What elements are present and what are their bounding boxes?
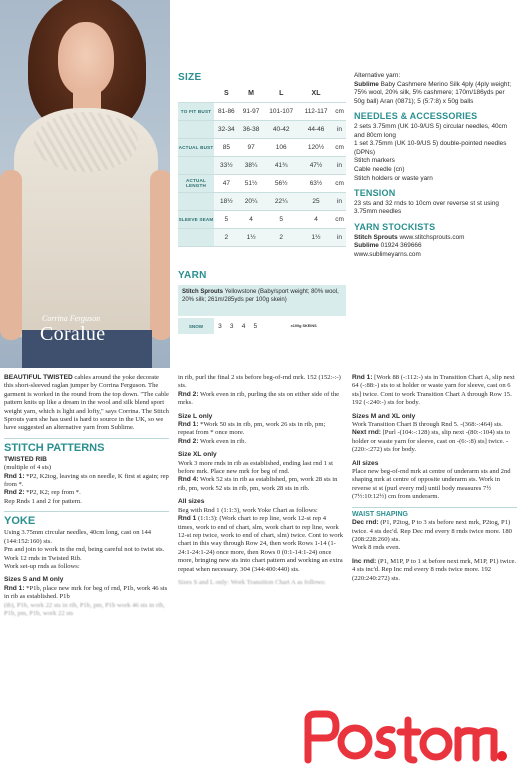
- cell: 18½: [214, 192, 239, 210]
- cell-unit: in: [333, 120, 346, 138]
- cell: 41¾: [263, 156, 299, 174]
- row-label: TO FIT BUST: [178, 102, 214, 120]
- cell: 2: [214, 228, 239, 246]
- cell: 91-97: [239, 102, 264, 120]
- alternative-yarn-label: Alternative yarn:: [354, 72, 401, 79]
- instruction: Rep Rnds 1 and 2 for pattern.: [4, 497, 82, 505]
- cell: 4: [241, 322, 246, 330]
- photo-cable-yoke: [34, 112, 138, 172]
- instruction: [4, 585, 169, 602]
- stockist-link[interactable]: www.sublimeyarns.com: [354, 250, 421, 258]
- size-col-unit: [333, 86, 346, 102]
- stockist: [354, 234, 517, 243]
- rnd-text: (1:1:3): (Work chart to rep line, work 12-st rep 4 times, work to end of chart, slm, work chart to rep line, work 12-st rep twice, work to end of chart, slm) twice. Cont to work chart in this way through Row 24, then work Rows 1-14 (1-24:1-24:1-24) once more, then Rows 0 (0:1-14:1-24) once more, bringing new sts into chart pattern and working an extra repeat when necessary. 304 (344:400:440) sts.: [178, 515, 343, 573]
- yarn-brand: Stitch Sprouts: [182, 289, 224, 295]
- cell: 85: [214, 138, 239, 156]
- rnd-label: Rnd 1: [178, 515, 197, 523]
- cell: 120½: [299, 138, 333, 156]
- rnd-text: Work 52 sts in rib as established, pm, work 28 sts in rib, pm, work 52 sts in rib, pm, work 28 sts in rib.: [178, 476, 338, 492]
- tension-heading: TENSION: [354, 188, 396, 199]
- rnd-text: [Purl -(104:-:128) sts, slip next -(80:-:104) sts to holder or waste yarn for sleeve, cast on -(6:-:8) sts] twice. -(220:-:272) sts for body.: [352, 429, 511, 454]
- cell: 38¼: [239, 156, 264, 174]
- pattern-column-2: [178, 374, 343, 587]
- cell: 112-117: [299, 102, 333, 120]
- instruction: [352, 558, 517, 583]
- photo-face: [58, 22, 114, 96]
- instruction: Work 12 rnds in Twisted Rib.: [4, 554, 82, 562]
- cell: 2: [263, 228, 299, 246]
- cell: 47: [214, 174, 239, 192]
- cell: 97: [239, 138, 264, 156]
- alternative-yarn: [354, 81, 517, 107]
- instruction: [352, 519, 517, 544]
- list-item: Stitch holders or waste yarn: [354, 174, 433, 182]
- model-photo: [0, 0, 170, 368]
- intro-text: cables around the yoke decorate this short-sleeved raglan jumper by Corrina Ferguson. The garment is worked in the round from the top down. "The cable pattern knits up like a dream in the wool and silk blend sport weight yarn, which is light and lofty," says Corrina. The Stitch Sprouts yarn she has used is hard to source in the UK, so we have suggested an alternative yarn from Sublime.: [4, 374, 169, 432]
- cell-unit: in: [333, 156, 346, 174]
- stockist-name: Sublime: [354, 242, 379, 250]
- cell-unit: cm: [333, 174, 346, 192]
- cell: 56½: [263, 174, 299, 192]
- rnd-label: Rnd 2:: [178, 437, 199, 445]
- list-item: 1 set 3.75mm (UK 10-9/US 5) double-pointed needles (DPNs): [354, 140, 507, 156]
- cell: 5: [214, 210, 239, 228]
- rnd-text: *Work 50 sts in rib, pm, work 26 sts in rib, pm; repeat from * once more.: [178, 421, 326, 437]
- rnd-text: Work even in rib.: [200, 437, 247, 445]
- pattern-column-1: [4, 374, 169, 618]
- table-row: [178, 174, 346, 192]
- size-col-l: L: [263, 86, 299, 102]
- row-label: ACTUAL BUST: [178, 138, 214, 156]
- size-col-s: S: [214, 86, 239, 102]
- rnd-text: (P1, M1P, P to 1 st before next mrk, M1P, P1) twice. 4 sts inc'd. Rep Inc rnd every 8 rnds twice more. 192 (220:240:272) sts.: [352, 557, 517, 582]
- cell: 81-86: [214, 102, 239, 120]
- instruction: (tb), P1b, work 22 sts in rib, P1b, pm, P1b work 46 sts in rib, P1b, pm, P1b, work 22 sts: [4, 601, 165, 617]
- cell: 5: [253, 322, 258, 330]
- yarn-quantity-table: [178, 318, 346, 334]
- table-row: [178, 102, 346, 120]
- stockist-phone: 01924 369666: [380, 242, 422, 250]
- needles-heading: NEEDLES & ACCESSORIES: [354, 111, 478, 122]
- cell-unit: x100g SKEINS: [290, 323, 317, 328]
- rnd-label: Rnd 2:: [4, 489, 25, 497]
- instruction: [4, 473, 169, 490]
- alternative-yarn-text: Baby Cashmere Merino Silk 4ply (4ply weight; 75% wool, 20% silk, 5% cashmere; 170m/186yds per 50g ball) Aran (0871); 5 (5:7:8) x 50g balls: [354, 80, 511, 105]
- stockist: [354, 242, 517, 251]
- sizes-heading: Sizes S and M only: [4, 576, 64, 584]
- table-row: [178, 318, 346, 334]
- rnd-text: [Work 88 (-:112:-) sts in Transition Chart A, slip next 64 (-:88:-) sts to st holder or waste yarn for sleeve, cast on 6 sts] twice. Cont to work Transition Chart A through Row 15.: [352, 374, 515, 398]
- sizes-heading: All sizes: [178, 498, 205, 506]
- sizes-heading: Sizes M and XL only: [352, 412, 416, 420]
- cell: 4: [239, 210, 264, 228]
- instruction: [178, 391, 343, 408]
- size-col-xl: XL: [299, 86, 333, 102]
- cell: 1½: [239, 228, 264, 246]
- instruction: Using 3.75mm circular needles, 40cm long, cast on 144 (144:152:160) sts.: [4, 529, 152, 545]
- rnd-label: Dec rnd:: [352, 519, 379, 527]
- cell: 22¼: [263, 192, 299, 210]
- cell: 44-46: [299, 120, 333, 138]
- cell: 36-38: [239, 120, 264, 138]
- row-label: [178, 156, 214, 174]
- instruction: [352, 429, 517, 454]
- alternative-yarn-brand: Sublime: [354, 80, 379, 88]
- list-item: Cable needle (cn): [354, 165, 405, 173]
- cell: 5: [263, 210, 299, 228]
- cell: 20¼: [239, 192, 264, 210]
- cell: 33½: [214, 156, 239, 174]
- photo-right-arm: [150, 170, 170, 340]
- cell: 106: [263, 138, 299, 156]
- table-row: [178, 228, 346, 246]
- stockist-name: Stitch Sprouts: [354, 233, 398, 241]
- size-header-row: [178, 86, 346, 102]
- cell: 25: [299, 192, 333, 210]
- cell: 1½: [299, 228, 333, 246]
- table-row: [178, 138, 346, 156]
- stockist: [354, 251, 517, 260]
- instruction: Work set-up rnds as follows:: [4, 562, 80, 570]
- rnd-text: Work even in rib, purling the sts on either side of the mrks.: [178, 390, 340, 407]
- intro-lead: BEAUTIFUL TWISTED: [4, 374, 73, 381]
- row-label: ACTUAL LENGTH: [178, 174, 214, 192]
- colour-label: SNOW: [178, 318, 214, 334]
- pattern-column-3: [352, 374, 517, 583]
- instruction: Beg with Rnd 1 (1:1:3), work Yoke Chart as follows:: [178, 506, 318, 514]
- yoke-heading: YOKE: [4, 511, 169, 528]
- intro: [4, 374, 169, 433]
- cell: 47½: [299, 156, 333, 174]
- instruction: [4, 489, 169, 497]
- table-row: [178, 192, 346, 210]
- row-label: [178, 192, 214, 210]
- instruction: [178, 476, 343, 493]
- table-row: [178, 120, 346, 138]
- yarn-heading: YARN: [178, 270, 207, 281]
- size-col-m: M: [239, 86, 264, 102]
- rnd-label: Rnd 1:: [178, 421, 199, 429]
- twisted-rib-heading: TWISTED RIB: [4, 455, 47, 463]
- instruction: Place new beg-of-rnd mrk at centre of underarm sts and 2nd shaping mrk at centre of opposite underarm sts. Work in reverse st st (purl every rnd) until body measures 7½ (7½:10:12½) cm from underarm.: [352, 468, 511, 501]
- cell: 101-107: [263, 102, 299, 120]
- rnd-label: Rnd 1:: [4, 472, 25, 480]
- instruction: Work Transition Chart B through Rnd 5. -(368:-:464) sts.: [352, 421, 503, 429]
- sizes-heading: Size XL only: [178, 451, 217, 459]
- cell-unit: in: [333, 192, 346, 210]
- list-item: 2 sets 3.75mm (UK 10-9/US 5) circular needles, 40cm and 80cm long: [354, 122, 508, 139]
- rnd-label: Rnd 1:: [4, 584, 25, 592]
- size-table: [178, 86, 346, 247]
- row-label: SLEEVE SEAM: [178, 210, 214, 228]
- rnd-label: Inc rnd:: [352, 557, 377, 565]
- waist-shaping-heading: WAIST SHAPING: [352, 507, 517, 519]
- watermark-logo: [300, 706, 515, 768]
- instruction: [178, 421, 343, 438]
- sizes-heading: All sizes: [352, 459, 379, 467]
- cell-unit: cm: [333, 102, 346, 120]
- photo-left-arm: [0, 170, 22, 340]
- cell-unit: cm: [333, 210, 346, 228]
- instruction: [178, 438, 343, 446]
- instruction: Sizes S and L only: Work Transition Chart A as follows:: [178, 578, 326, 586]
- rnd-text: *P2, K2tog, leaving sts on needle, K first st again; rep from *.: [4, 472, 169, 489]
- size-heading: SIZE: [178, 72, 202, 83]
- instruction: 192 (-:240:-) sts for body.: [352, 399, 420, 407]
- stockist-link[interactable]: www.stitchsprouts.com: [399, 233, 465, 241]
- cell-unit: in: [333, 228, 346, 246]
- tension-text: 23 sts and 32 rnds to 10cm over reverse st st using 3.75mm needles: [354, 199, 499, 216]
- pattern-title: Coralue: [40, 323, 106, 345]
- table-row: [178, 156, 346, 174]
- cell: 32-34: [214, 120, 239, 138]
- rnd-label: Next rnd:: [352, 429, 381, 437]
- table-row: [178, 210, 346, 228]
- instruction: Work 3 more rnds in rib as established, ending last rnd 1 st before mrk. Place new mrk for beg of rnd.: [178, 459, 333, 476]
- instruction: [352, 374, 517, 399]
- cell: 3: [229, 322, 234, 330]
- row-label: [178, 228, 214, 246]
- rnd-text: *P2, K2; rep from *.: [26, 489, 81, 497]
- rnd-label: Rnd 4:: [178, 476, 199, 484]
- multiple: (multiple of 4 sts): [4, 464, 52, 472]
- stitch-patterns-heading: STITCH PATTERNS: [4, 438, 169, 455]
- materials-column: [354, 72, 517, 259]
- sizes-heading: Size L only: [178, 412, 213, 420]
- stockists-heading: YARN STOCKISTS: [354, 221, 436, 232]
- cell: 51½: [239, 174, 264, 192]
- instruction: in rib, purl the final 2 sts before beg-of-rnd mrk. 152 (152:-:-) sts.: [178, 374, 341, 390]
- cell-unit: cm: [333, 138, 346, 156]
- list-item: Stitch markers: [354, 157, 395, 165]
- watermark-dot: [497, 751, 507, 761]
- row-label: [178, 120, 214, 138]
- cell: 3: [218, 322, 222, 330]
- yarn-details: Yellowstone (Baby/sport weight; 80% wool, 20% silk; 261m/285yds per 100g skein): [182, 289, 339, 303]
- cell: 40-42: [263, 120, 299, 138]
- rnd-label: Rnd 1:: [352, 374, 373, 381]
- instruction: [178, 515, 343, 574]
- rnd-label: Rnd 2:: [178, 390, 199, 398]
- yarn-description: [178, 285, 346, 316]
- rnd-text: *P1b, place new mrk for beg of rnd, P1b, work 46 sts in rib as established. P1b: [4, 584, 168, 601]
- designer-name: Corrina Ferguson: [42, 314, 101, 323]
- instruction: Work 8 rnds even.: [352, 544, 401, 552]
- cell: 4: [299, 210, 333, 228]
- instruction: Pm and join to work in the rnd, being careful not to twist sts.: [4, 546, 165, 554]
- cell: 63½: [299, 174, 333, 192]
- size-corner: [178, 86, 214, 102]
- rnd-text: (P1, P2tog, P to 3 sts before next mrk, P2tog, P1) twice. 4 sts dec'd. Rep Dec rnd every 8 rnds twice more. 180 (208:228:260) sts.: [352, 519, 512, 543]
